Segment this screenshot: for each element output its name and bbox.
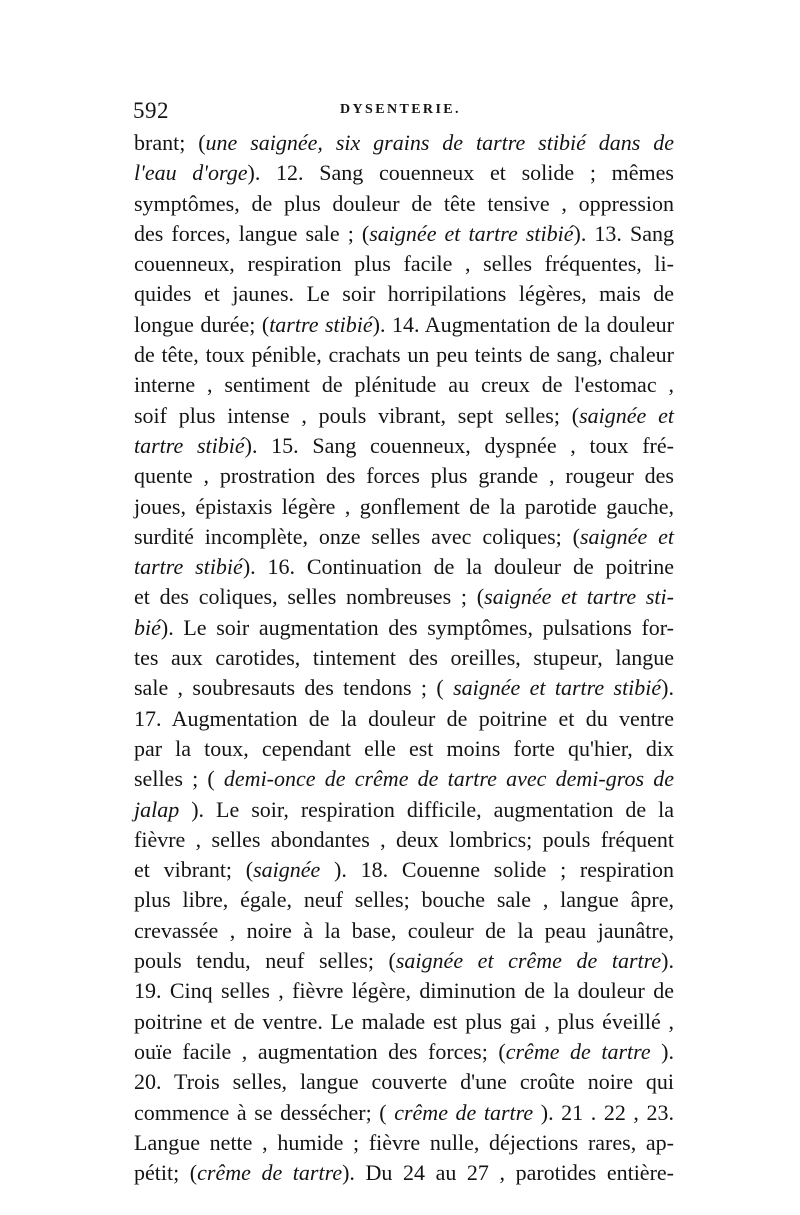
text-line <box>134 461 674 491</box>
text-run: ). 16. Continuation de la douleur de poitrine <box>242 554 674 580</box>
text-run: de tête, toux pénible, crachats un peu teints de sang, chaleur <box>134 342 674 368</box>
text-run: quides et jaunes. Le soir horripilations légères, mais de <box>134 281 674 307</box>
text-line <box>134 1037 674 1067</box>
text-run: interne , sentiment de plénitude au creux de l'estomac , <box>134 372 674 398</box>
text-line <box>134 340 674 370</box>
text-run: ). 15. Sang couenneux, dyspnée , toux fré- <box>244 432 674 458</box>
text-line <box>134 219 674 249</box>
text-line <box>134 431 674 461</box>
text-line <box>134 492 674 522</box>
text-run: couenneux, respiration plus facile , selles fréquentes, li- <box>134 251 674 277</box>
italic-text: crême de tartre <box>197 1160 343 1186</box>
italic-text: saignée et tartre stibié <box>453 675 662 701</box>
italic-text: jalap <box>134 796 180 822</box>
text-run: commence à se dessécher; ( <box>134 1099 395 1125</box>
text-run: pétit; ( <box>134 1160 198 1186</box>
text-line <box>134 158 674 188</box>
text-line <box>134 643 674 673</box>
text-run: des forces, langue sale ; ( <box>134 220 370 246</box>
italic-text: crême de tartre <box>394 1099 534 1125</box>
text-line <box>134 1007 674 1037</box>
text-run: ouïe facile , augmentation des forces; ( <box>134 1038 506 1064</box>
text-run: 19. Cinq selles , fièvre légère, diminution de la douleur de <box>134 978 674 1004</box>
text-run: plus libre, égale, neuf selles; bouche sale , langue âpre, <box>134 887 674 913</box>
italic-text: tartre stibié <box>134 554 243 580</box>
text-line <box>134 976 674 1006</box>
text-run: 17. Augmentation de la douleur de poitrine et du ventre <box>134 705 674 731</box>
text-run: symptômes, de plus douleur de tête tensive , oppression <box>134 190 674 216</box>
text-run: ). Le soir, respiration difficile, augmentation de la <box>179 796 674 822</box>
italic-text: saignée et crême de tartre <box>395 948 662 974</box>
text-run: ). 12. Sang couenneux et solide ; mêmes <box>247 160 674 186</box>
italic-text: tartre stibié <box>134 432 245 458</box>
text-line <box>134 946 674 976</box>
text-line <box>134 249 674 279</box>
text-run: Langue nette , humide ; fièvre nulle, déjections rares, ap- <box>134 1129 674 1155</box>
text-run: pouls tendu, neuf selles; ( <box>134 948 396 974</box>
text-run: crevassée , noire à la base, couleur de la peau jaunâtre, <box>134 917 674 943</box>
text-line <box>134 1158 674 1188</box>
text-run: selles ; ( <box>134 766 224 792</box>
text-run: poitrine et de ventre. Le malade est plus gai , plus éveillé , <box>134 1008 674 1034</box>
text-run: ). Le soir augmentation des symptômes, pulsations for- <box>160 614 674 640</box>
text-line <box>134 613 674 643</box>
text-run: tes aux carotides, tintement des oreilles, stupeur, langue <box>134 645 674 671</box>
text-run: ). Du 24 au 27 , parotides entière- <box>342 1160 674 1186</box>
text-run: sale , soubresauts des tendons ; ( <box>134 675 454 701</box>
text-run: joues, épistaxis légère , gonflement de la parotide gauche, <box>134 493 674 519</box>
running-head <box>133 98 670 126</box>
text-line <box>134 401 674 431</box>
italic-text: crême de tartre <box>505 1038 651 1064</box>
text-line <box>134 855 674 885</box>
text-line <box>134 522 674 552</box>
text-run: longue durée; ( <box>134 311 270 337</box>
text-line <box>134 764 674 794</box>
italic-text: demi-once de crême de tartre avec demi-gros de <box>223 766 674 792</box>
text-line <box>134 916 674 946</box>
text-run: soif plus intense , pouls vibrant, sept selles; ( <box>134 402 580 428</box>
italic-text: saignée <box>253 857 321 883</box>
text-line <box>134 370 674 400</box>
page-number: 592 <box>133 98 169 123</box>
text-run: ). <box>661 675 674 701</box>
italic-text: saignée et <box>580 523 674 549</box>
text-run: ). 14. Augmentation de la douleur <box>372 311 674 337</box>
italic-text: une saignée, six grains de tartre stibié dans de <box>205 130 674 155</box>
text-line <box>134 1098 674 1128</box>
text-run: et des coliques, selles nombreuses ; ( <box>134 584 485 610</box>
text-run: ). <box>661 948 674 974</box>
italic-text: saignée et tartre stibié <box>369 220 574 246</box>
text-line <box>134 189 674 219</box>
italic-text: bié <box>134 614 161 640</box>
text-line <box>134 885 674 915</box>
text-run: par la toux, cependant elle est moins forte qu'hier, dix <box>134 735 674 761</box>
text-line <box>134 825 674 855</box>
text-line <box>134 128 674 158</box>
text-run: ). 21 . 22 , 23. <box>533 1099 674 1125</box>
italic-text: tartre stibié <box>269 311 373 337</box>
text-line <box>134 1128 674 1158</box>
text-line <box>134 704 674 734</box>
text-line <box>134 795 674 825</box>
text-run: quente , prostration des forces plus grande , rougeur des <box>134 463 674 489</box>
text-line <box>134 279 674 309</box>
text-run: surdité incomplète, onze selles avec coliques; ( <box>134 523 580 549</box>
text-run: ). 13. Sang <box>573 220 675 246</box>
text-line <box>134 734 674 764</box>
text-line <box>134 552 674 582</box>
text-run: ). 18. Couenne solide ; respiration <box>320 857 674 883</box>
text-line <box>134 582 674 612</box>
italic-text: l'eau d'orge <box>134 160 248 186</box>
text-line <box>134 673 674 703</box>
body-text <box>134 128 674 1188</box>
text-run: ). <box>650 1038 674 1064</box>
text-run: fièvre , selles abondantes , deux lombrics; pouls fréquent <box>134 826 674 852</box>
text-line <box>134 1067 674 1097</box>
text-run: brant; ( <box>134 130 206 155</box>
italic-text: saignée et <box>579 402 674 428</box>
text-line <box>134 310 674 340</box>
text-run: 20. Trois selles, langue couverte d'une croûte noire qui <box>134 1069 674 1095</box>
running-title: DYSENTERIE. <box>340 102 461 117</box>
text-run: et vibrant; ( <box>134 857 254 883</box>
italic-text: saignée et tartre sti- <box>484 584 674 610</box>
